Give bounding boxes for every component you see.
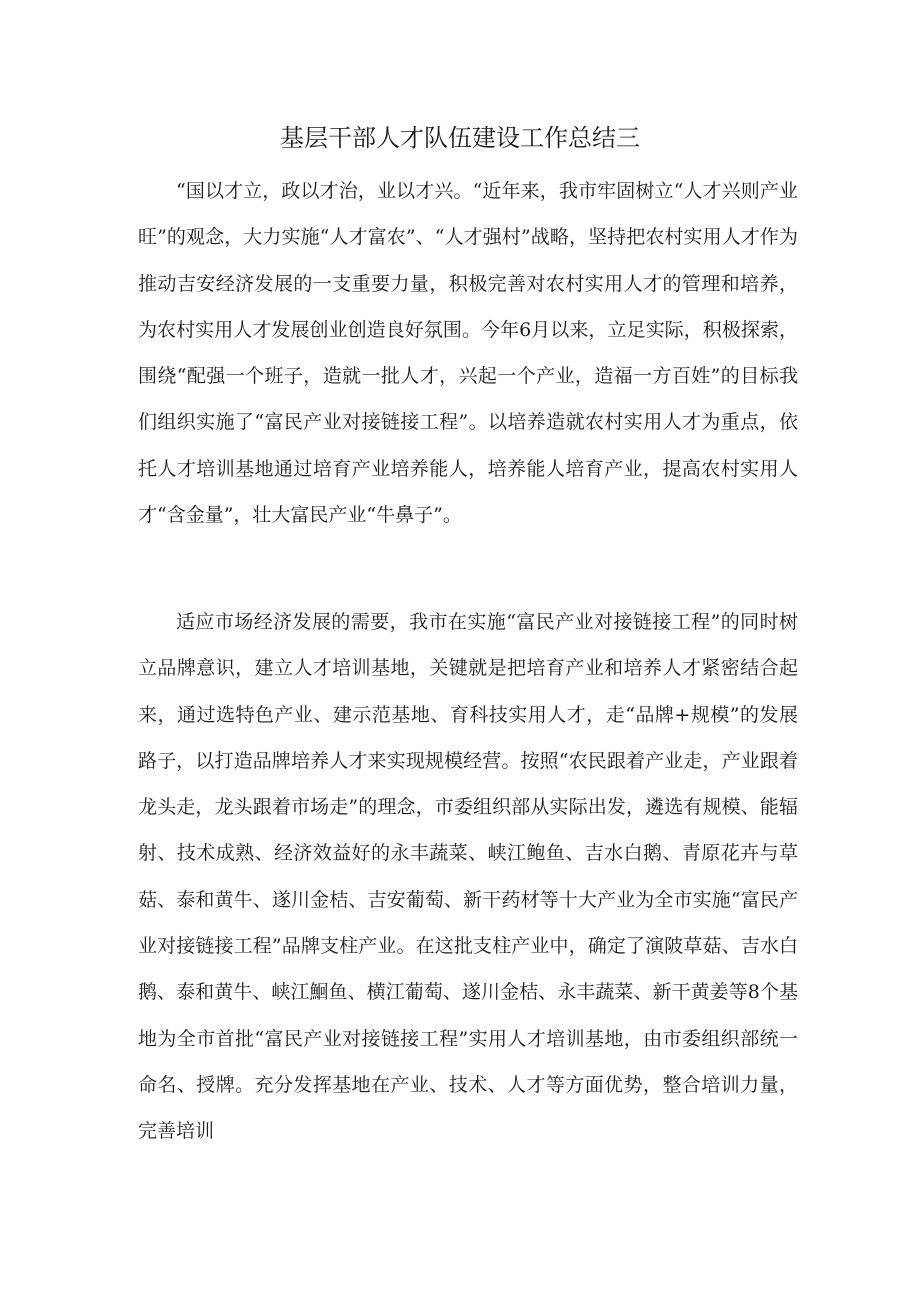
paragraph-1: “国以才立，政以才治，业以才兴。“近年来，我市牢固树立“人才兴则产业旺”的观念，大力实施“人才富农”、“人才强村”战略，坚持把农村实用人才作为推动吉安经济发展的一支重要力量，积极完善对农村实用人才的管理和培养，为农村实用人才发展创业创造良好氛围。今年6月以来，立足实际，积极探索，围绕“配强一个班子，造就一批人才，兴起一个产业，造福一方百姓”的目标我们组织实施了“富民产业对接链接工程”。以培养造就农村实用人才为重点，依托人才培训基地通过培育产业培养能人，培养能人培育产业，提高农村实用人才“含金量”，壮大富民产业“牛鼻子”。 <box>138 180 798 527</box>
document-title: 基层干部人才队伍建设工作总结三 <box>280 124 640 152</box>
paragraph-2: 适应市场经济发展的需要，我市在实施“富民产业对接链接工程”的同时树立品牌意识，建立人才培训基地，关键就是把培育产业和培养人才紧密结合起来，通过选特色产业、建示范基地、育科技实用人才，走“品牌+规模”的发展路子，以打造品牌培养人才来实现规模经营。按照“农民跟着产业走，产业跟着龙头走，龙头跟着市场走”的理念，市委组织部从实际出发，遴选有规模、能辐射、技术成熟、经济效益好的永丰蔬菜、峡江鲍鱼、吉水白鹅、青原花卉与草菇、泰和黄牛、遂川金桔、吉安葡萄、新干药材等十大产业为全市实施“富民产业对接链接工程”品牌支柱产业。在这批支柱产业中，确定了演陂草菇、吉水白鹅、泰和黄牛、峡江鮰鱼、横江葡萄、遂川金桔、永丰蔬菜、新干黄姜等8个基地为全市首批“富民产业对接链接工程”实用人才培训基地，由市委组织部统一命名、授牌。充分发挥基地在产业、技术、人才等方面优势，整合培训力量，完善培训 <box>138 611 798 1143</box>
